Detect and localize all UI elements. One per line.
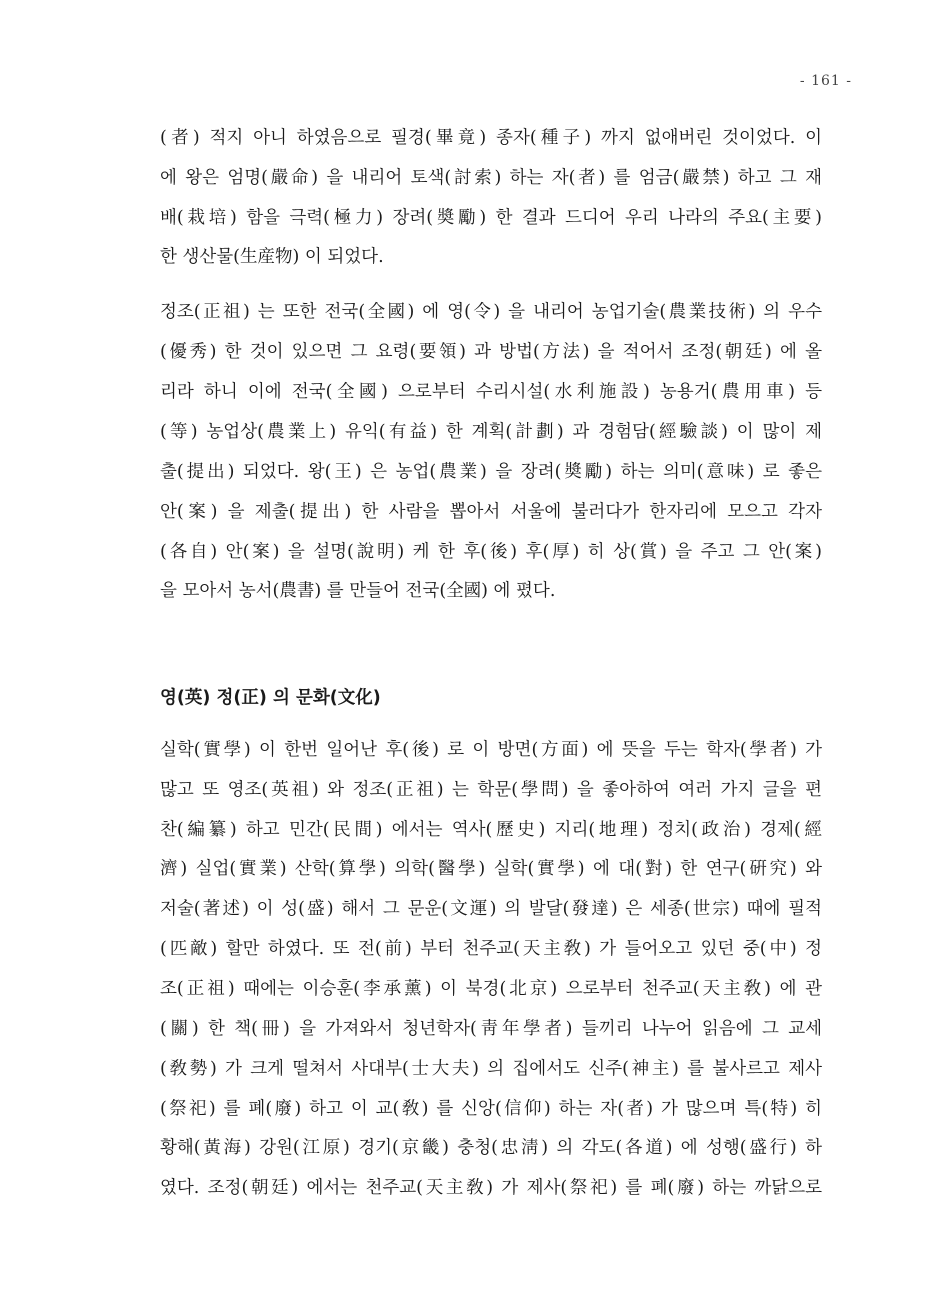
paragraph-2-line-5: 출(提出) 되었다. 왕(王) 은 농업(農業) 을 장려(奬勵) 하는 의미(意味) 로 좋은 [160,462,822,482]
paragraph-3-line-8: (關) 한 책(冊) 을 가져와서 청년학자(靑年學者) 들끼리 나누어 읽음에 그 교세 [160,1019,822,1039]
paragraph-2-line-8: 을 모아서 농서(農書) 를 만들어 전국(全國) 에 폈다. [160,581,556,601]
paragraph-3-line-5: 저술(著述) 이 성(盛) 해서 그 문운(文運) 의 발달(發達) 은 세종(世宗) 때에 필적 [160,899,822,919]
paragraph-3-line-2: 많고 또 영조(英祖) 와 정조(正祖) 는 학문(學問) 을 좋아하여 여러 가지 글을 편 [160,780,822,800]
paragraph-3-line-11: 황해(黃海) 강원(江原) 경기(京畿) 충청(忠淸) 의 각도(各道) 에 성행(盛行) 하 [160,1138,822,1158]
paragraph-2-line-2: (優秀) 한 것이 있으면 그 요령(要領) 과 방법(方法) 을 적어서 조정(朝廷) 에 올 [160,342,822,362]
paragraph-2-line-1: 정조(正祖) 는 또한 전국(全國) 에 영(令) 을 내리어 농업기술(農業技術) 의 우수 [160,302,822,322]
paragraph-2-line-3: 리라 하니 이에 전국(全國) 으로부터 수리시설(水利施設) 농용거(農用車) 등 [160,382,822,402]
paragraph-2-line-4: (等) 농업상(農業上) 유익(有益) 한 계획(計劃) 과 경험담(經驗談) 이 많이 제 [160,422,822,442]
paragraph-1-line-1: (者) 적지 아니 하였음으로 필경(畢竟) 종자(種子) 까지 없애버린 것이었다. 이 [160,128,822,148]
paragraph-1-line-4: 한 생산물(生産物) 이 되었다. [160,247,384,267]
paragraph-2-line-6: 안(案) 을 제출(提出) 한 사람을 뽑아서 서울에 불러다가 한자리에 모으고 각자 [160,502,822,522]
page-number: - 161 - [799,73,852,89]
paragraph-1-line-2: 에 왕은 엄명(嚴命) 을 내리어 토색(討索) 하는 자(者) 를 엄금(嚴禁) 하고 그 재 [160,168,822,188]
paragraph-3-line-4: 濟) 실업(實業) 산학(算學) 의학(醫學) 실학(實學) 에 대(對) 한 연구(硏究) 와 [160,859,822,879]
paragraph-3-line-7: 조(正祖) 때에는 이승훈(李承薰) 이 북경(北京) 으로부터 천주교(天主敎) 에 관 [160,979,822,999]
paragraph-3-line-1: 실학(實學) 이 한번 일어난 후(後) 로 이 방면(方面) 에 뜻을 두는 학자(學者) 가 [160,740,822,760]
paragraph-3-line-10: (祭祀) 를 폐(廢) 하고 이 교(敎) 를 신앙(信仰) 하는 자(者) 가 많으며 특(特) 히 [160,1099,822,1119]
paragraph-3-line-9: (敎勢) 가 크게 떨쳐서 사대부(士大夫) 의 집에서도 신주(神主) 를 불사르고 제사 [160,1059,822,1079]
paragraph-1-line-3: 배(栽培) 함을 극력(極力) 장려(奬勵) 한 결과 드디어 우리 나라의 주요(主要) [160,208,822,228]
paragraph-3-line-3: 찬(編纂) 하고 민간(民間) 에서는 역사(歷史) 지리(地理) 정치(政治) 경제(經 [160,820,822,840]
section-heading: 영(英) 정(正) 의 문화(文化) [160,688,381,708]
paragraph-3-line-12: 였다. 조정(朝廷) 에서는 천주교(天主敎) 가 제사(祭祀) 를 폐(廢) 하는 까닭으로 [160,1178,822,1198]
paragraph-3-line-6: (匹敵) 할만 하였다. 또 전(前) 부터 천주교(天主敎) 가 들어오고 있던 중(中) 정 [160,939,822,959]
paragraph-2-line-7: (各自) 안(案) 을 설명(說明) 케 한 후(後) 후(厚) 히 상(賞) 을 주고 그 안(案) [160,542,822,562]
